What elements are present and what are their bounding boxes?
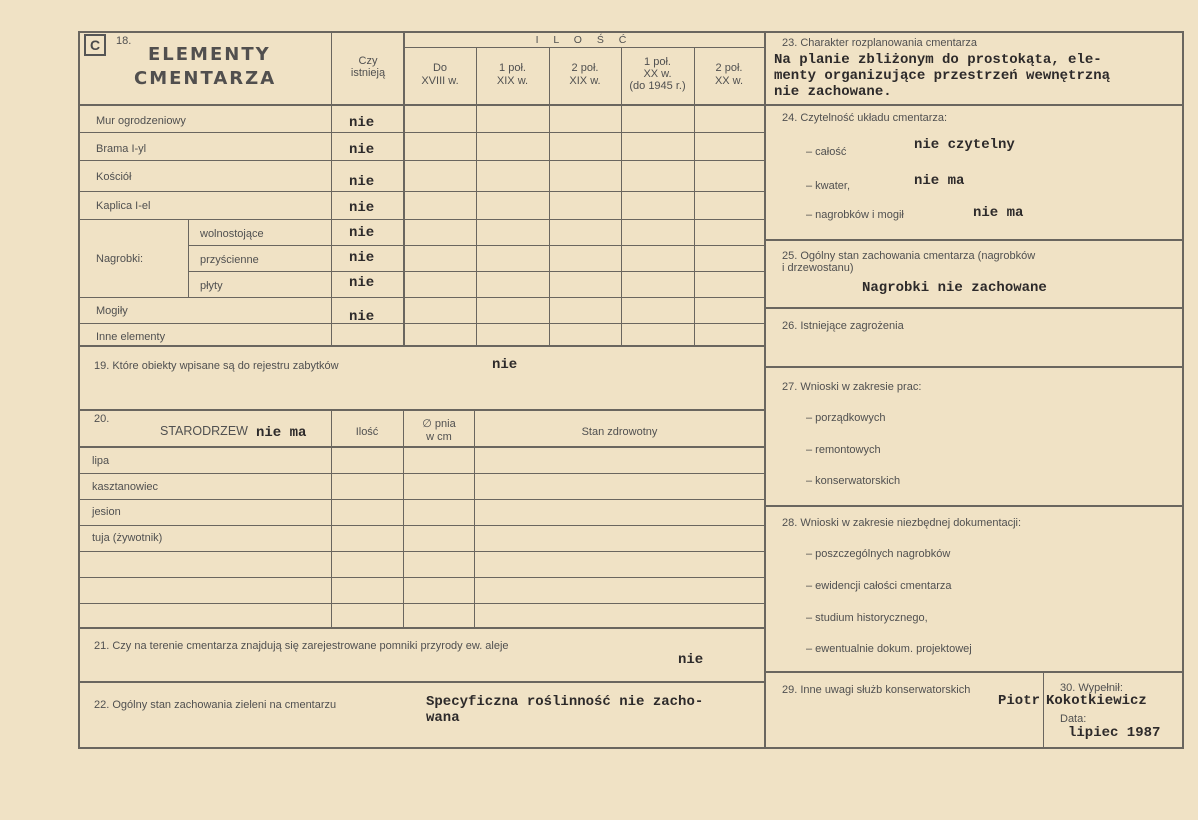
sec20-row-2 — [80, 499, 764, 500]
sec27-label: 27. Wnioski w zakresie prac: — [782, 381, 922, 393]
sec30-date: lipiec 1987 — [1068, 725, 1161, 741]
sec20-answer: nie ma — [256, 425, 307, 441]
row-line-5 — [188, 245, 764, 246]
sec30-name-last: Kokotkiewicz — [1046, 693, 1147, 709]
sec30-date-label: Data: — [1060, 713, 1087, 725]
sec19-answer: nie — [492, 357, 518, 373]
row-label-brama: Brama I-yl — [96, 143, 147, 155]
sec24-item3-answer: nie ma — [973, 205, 1024, 221]
period-5-line2: XX w. — [714, 75, 744, 87]
frame-bottom — [78, 747, 1184, 749]
row-line-7 — [80, 297, 764, 298]
sec20-row-5 — [80, 577, 764, 578]
sec20-col-diam-line2: w cm — [426, 431, 452, 443]
sec21-answer: nie — [678, 652, 704, 668]
tree-jesion: jesion — [92, 506, 121, 518]
sec24-item2-answer: nie ma — [914, 173, 965, 189]
sec20-row-3 — [80, 525, 764, 526]
sec24-item1-answer: nie czytelny — [914, 137, 1015, 153]
sec22-answer-line1: Specyficzna roślinność nie zacho- — [426, 694, 704, 710]
col-exists-line1: Czy — [358, 55, 378, 67]
period-3-line2: XIX w. — [569, 75, 601, 87]
sec20-col-health: Stan zdrowotny — [581, 426, 658, 438]
sec30-label: 30. Wypełnił: — [1060, 682, 1123, 694]
sec20-number: 20. — [94, 413, 110, 425]
sec24-bottom — [766, 239, 1182, 241]
answer-plyty: nie — [349, 275, 375, 291]
sec20-header-bottom — [78, 446, 764, 448]
sec24-label: 24. Czytelność układu cmentarza: — [782, 112, 948, 124]
sec21-bottom — [78, 681, 764, 683]
answer-kosciol: nie — [349, 174, 375, 190]
row-label-przyscienne: przyścienne — [200, 254, 259, 266]
sec23-label: 23. Charakter rozplanowania cmentarza — [782, 37, 978, 49]
sec29-label: 29. Inne uwagi służb konserwatorskich — [782, 684, 971, 696]
sec28-item4: – ewentualnie dokum. projektowej — [806, 643, 972, 655]
sec25-label-line2: i drzewostanu) — [782, 262, 854, 274]
row-label-plyty: płyty — [200, 280, 223, 292]
sec28-label: 28. Wnioski w zakresie niezbędnej dokumentacji: — [782, 517, 1022, 529]
v-line-exists-left — [331, 33, 332, 346]
sec23-line3: nie zachowane. — [774, 84, 892, 100]
sec20-row-1 — [80, 473, 764, 474]
sec30-name-first: Piotr — [998, 693, 1041, 709]
v-line-p5 — [694, 48, 695, 346]
answer-mogily: nie — [349, 309, 375, 325]
sec20-row-4 — [80, 551, 764, 552]
period-2-line1: 1 poł. — [499, 62, 526, 74]
sec20-col-diam-line1: ∅ pnia — [422, 418, 456, 430]
sec30-divider — [1043, 672, 1044, 748]
period-2-line2: XIX w. — [496, 75, 529, 87]
sec18-bottom — [78, 345, 764, 347]
answer-mur: nie — [349, 115, 375, 131]
sec19-label: 19. Które obiekty wpisane są do rejestru zabytków — [94, 360, 339, 372]
nagrobki-label: Nagrobki: — [96, 253, 144, 265]
sec27-item1: – porządkowych — [806, 412, 886, 424]
sec18-title-line2: CMENTARZA — [134, 68, 277, 89]
sec20-col-qty: Ilość — [355, 426, 379, 438]
answer-kaplica: nie — [349, 200, 375, 216]
sec28-bottom — [766, 671, 1182, 673]
ilosc-underline — [404, 47, 764, 48]
row-line-8 — [80, 323, 764, 324]
row-line-6 — [188, 271, 764, 272]
sec22-answer-line2: wana — [426, 710, 460, 726]
row-line-3 — [80, 191, 764, 192]
sec27-item2: – remontowych — [806, 444, 881, 456]
tree-lipa: lipa — [92, 455, 110, 467]
sec24-item1-label: – całość — [806, 146, 847, 158]
tree-tuja: tuja (żywotnik) — [92, 532, 163, 544]
period-4-line2: XX w. — [643, 68, 672, 80]
tree-kasztanowiec: kasztanowiec — [92, 481, 159, 493]
row-label-kosciol: Kościół — [96, 171, 132, 183]
sec23-line1: Na planie zbliżonym do prostokąta, ele- — [774, 52, 1102, 68]
sec20-v3 — [474, 411, 475, 628]
row-line-4 — [80, 219, 764, 220]
row-label-mur: Mur ogrodzeniowy — [96, 115, 186, 127]
answer-wolnostojace: nie — [349, 225, 375, 241]
col-exists-line2: istnieją — [350, 67, 386, 79]
sec28-item3: – studium historycznego, — [806, 612, 928, 624]
row-label-wolnostojace: wolnostojące — [200, 228, 264, 240]
frame-right — [1182, 31, 1184, 749]
sec25-label-line1: 25. Ogólny stan zachowania cmentarza (nagrobków — [782, 250, 1036, 262]
sec25-answer: Nagrobki nie zachowane — [862, 280, 1047, 296]
sec28-item2: – ewidencji całości cmentarza — [806, 580, 952, 592]
frame-middle — [764, 31, 766, 749]
sec28-item1: – poszczególnych nagrobków — [806, 548, 951, 560]
row-label-inne: Inne elementy — [96, 331, 166, 343]
sec26-label: 26. Istniejące zagrożenia — [782, 320, 904, 332]
sec27-bottom — [766, 505, 1182, 507]
row-label-mogily: Mogiły — [96, 305, 128, 317]
row-line-2 — [80, 160, 764, 161]
ilosc-header: I L O Ś Ć — [535, 34, 633, 46]
section-letter-box: C — [84, 34, 106, 56]
sec25-bottom — [766, 307, 1182, 309]
nagrobki-divider — [188, 219, 189, 297]
period-3-line1: 2 poł. — [571, 62, 599, 74]
v-line-p2 — [476, 48, 477, 346]
sec18-header-bottom — [78, 104, 764, 106]
sec20-v1 — [331, 411, 332, 628]
v-line-p4 — [621, 48, 622, 346]
sec20-bottom — [78, 627, 764, 629]
v-line-p3 — [549, 48, 550, 346]
period-4-line3: (do 1945 r.) — [629, 80, 686, 92]
sec22-label: 22. Ogólny stan zachowania zieleni na cmentarzu — [94, 699, 337, 711]
period-1-line2: XVIII w. — [421, 75, 459, 87]
sec20-row-6 — [80, 603, 764, 604]
sec26-bottom — [766, 366, 1182, 368]
sec24-item2-label: – kwater, — [806, 180, 851, 192]
answer-brama: nie — [349, 142, 375, 158]
sec18-number: 18. — [116, 35, 132, 47]
sec27-item3: – konserwatorskich — [806, 475, 901, 487]
sec24-item3-label: – nagrobków i mogił — [806, 209, 904, 221]
sec23-line2: menty organizujące przestrzeń wewnętrzną — [774, 68, 1111, 84]
answer-przyscienne: nie — [349, 250, 375, 266]
v-line-exists-right — [403, 33, 405, 346]
period-1-line1: Do — [432, 62, 448, 74]
sec20-title: STARODRZEW — [160, 424, 248, 438]
sec23-bottom — [766, 104, 1182, 106]
row-line-1 — [80, 132, 764, 133]
sec18-title-line1: ELEMENTY — [148, 44, 271, 65]
period-5-line1: 2 poł. — [715, 62, 743, 74]
frame-left — [78, 31, 80, 749]
period-4-line1: 1 poł. — [644, 56, 671, 68]
sec19-bottom — [78, 409, 764, 411]
frame-top — [78, 31, 1184, 33]
sec20-v2 — [403, 411, 404, 628]
row-label-kaplica: Kaplica I-el — [96, 200, 151, 212]
sec21-label: 21. Czy na terenie cmentarza znajdują się zarejestrowane pomniki przyrody ew. aleje — [94, 640, 509, 652]
